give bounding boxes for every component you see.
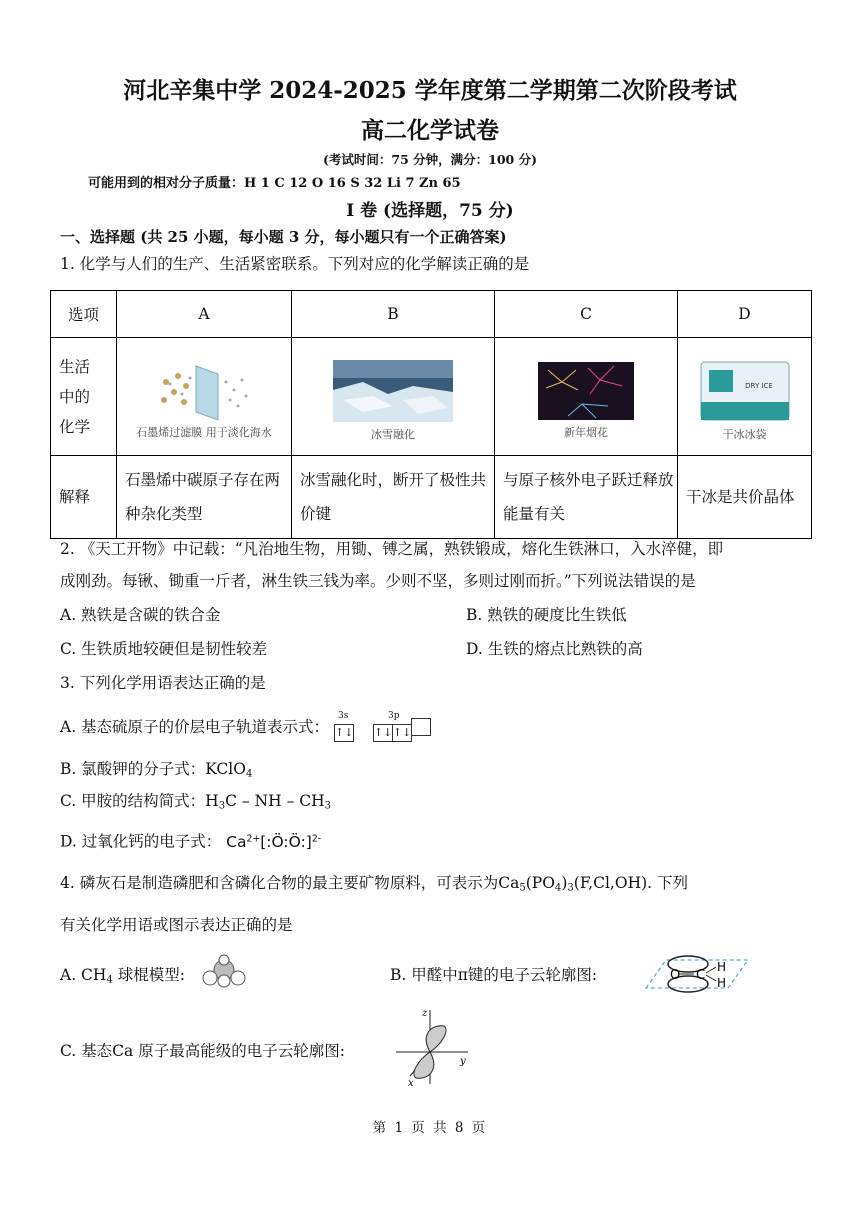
orbital-box-3p-3	[411, 718, 431, 736]
formaldehyde-pi-bond-image	[636, 952, 750, 996]
header-cell-c: C	[495, 291, 678, 338]
explain-a: 石墨烯中碳原子存在两种杂化类型	[117, 456, 292, 539]
dry-ice-bag-image	[699, 360, 791, 422]
section-heading: 一、选择题 (共 25 小题，每小题 3 分，每小题只有一个正确答案)	[60, 228, 507, 246]
orbital-diagram	[334, 711, 430, 742]
cell-a-image	[117, 338, 292, 456]
axis-x: x	[408, 1078, 414, 1089]
label-3s: 3s	[338, 711, 349, 721]
atom-h1: H	[717, 960, 727, 974]
q3-option-a: A. 基态硫原子的价层电子轨道表示式： 3s 3p ↑↓ ↑↓↑↓	[60, 716, 430, 742]
axis-z: z	[422, 1008, 428, 1019]
q4-option-a: A. $CH_4$ 球棍模型:	[60, 966, 185, 986]
orbital-box-3p-2: ↑↓	[392, 724, 412, 742]
q1-table-header-row	[51, 291, 812, 338]
q2-option-c: C. 生铁质地较硬但是韧性较差	[60, 640, 268, 658]
header-cell-d: D	[678, 291, 812, 338]
q4-option-c: C. 基态Ca 原子最高能级的电子云轮廓图:	[60, 1042, 345, 1060]
caption-c: 新年烟花	[564, 425, 608, 439]
q3-option-c: C. 甲胺的结构简式：$H_3C$ – NH – $CH_3$	[60, 792, 332, 812]
caption-d: 干冰冰袋	[722, 427, 767, 441]
row-label-explain: 解释	[51, 456, 117, 539]
orbital-box-3p-1: ↑↓	[373, 724, 393, 742]
exam-subtitle: 高二化学试卷	[361, 117, 499, 144]
q3-option-d: D. 过氧化钙的电子式： $Ca^{2+}[:Ö:Ö:]^{2-}$	[60, 832, 322, 851]
electron-formula: $Ca^{2+}[:Ö:Ö:]^{2-}$	[226, 832, 322, 851]
q1-table-image-row	[51, 338, 812, 456]
explain-c: 与原子核外电子跃迁释放能量有关	[495, 456, 678, 539]
q2-stem-line1: 2. 《天工开物》中记载：“凡治地生物，用锄、镈之属，熟铁锻成，熔化生铁淋口，入水淬健，即	[60, 540, 724, 558]
header-cell-option: 选项	[51, 291, 117, 338]
exam-info: (考试时间：75 分钟，满分：100 分)	[322, 152, 538, 167]
header-cell-a: A	[117, 291, 292, 338]
explain-d: 干冰是共价晶体	[678, 456, 812, 539]
q4-stem-line1: 4. 磷灰石是制造磷肥和含磷化合物的最主要矿物原料，可表示为$Ca_5(PO_4)_3(F,Cl,OH)$. 下列	[60, 874, 688, 894]
ice-melting-image	[333, 360, 453, 422]
atom-c: C	[696, 968, 706, 983]
cell-c-image	[495, 338, 678, 456]
q2-option-d: D. 生铁的熔点比熟铁的高	[466, 640, 643, 658]
q3-option-b: B. 氯酸钾的分子式：KClO$_4$	[60, 760, 253, 780]
q1-stem: 1. 化学与人们的生产、生活紧密联系。下列对应的化学解读正确的是	[60, 255, 530, 273]
axis-y: y	[460, 1056, 466, 1067]
q4-stem-line2: 有关化学用语或图示表达正确的是	[60, 916, 293, 934]
cell-b-image	[292, 338, 495, 456]
volume-heading: I 卷 (选择题，75 分)	[346, 201, 514, 221]
q2-option-b: B. 熟铁的硬度比生铁低	[466, 606, 627, 624]
bag-label: DRY ICE	[744, 381, 773, 390]
label-3p: 3p	[388, 711, 400, 721]
fireworks-image	[538, 362, 634, 420]
graphene-membrane-image	[156, 362, 252, 420]
q1-table-explain-row	[51, 456, 812, 539]
cell-d-image	[678, 338, 812, 456]
page-footer: 第 1 页 共 8 页	[372, 1120, 488, 1136]
ca-orbital-image	[392, 1004, 474, 1090]
atom-o: O	[670, 968, 681, 983]
caption-a: 石墨烯过滤膜 用于淡化海水	[136, 425, 272, 439]
ch4-ball-stick-model	[200, 954, 248, 988]
q4-option-b: B. 甲醛中π键的电子云轮廓图:	[390, 966, 598, 984]
q2-stem-line2: 成刚劲。每锹、锄重一斤者，淋生铁三钱为率。少则不坚，多则过刚而折。”下列说法错误的是	[60, 572, 696, 590]
atom-h2: H	[717, 976, 727, 990]
relative-masses: 可能用到的相对分子质量：H 1 C 12 O 16 S 32 Li 7 Zn 65	[88, 176, 461, 191]
apatite-formula: $Ca_5(PO_4)_3(F,Cl,OH)$	[498, 874, 648, 894]
explain-b: 冰雪融化时，断开了极性共价键	[292, 456, 495, 539]
row-label-life: 生活中的化学	[51, 338, 117, 456]
q2-option-a: A. 熟铁是含碳的铁合金	[60, 606, 221, 624]
q1-table	[50, 290, 812, 539]
q3-stem: 3. 下列化学用语表达正确的是	[60, 674, 266, 692]
orbital-box-3s: ↑↓	[334, 724, 354, 742]
header-cell-b: B	[292, 291, 495, 338]
caption-b: 冰雪融化	[371, 427, 415, 441]
exam-title: 河北辛集中学 2024-2025 学年度第二学期第二次阶段考试	[123, 77, 737, 104]
